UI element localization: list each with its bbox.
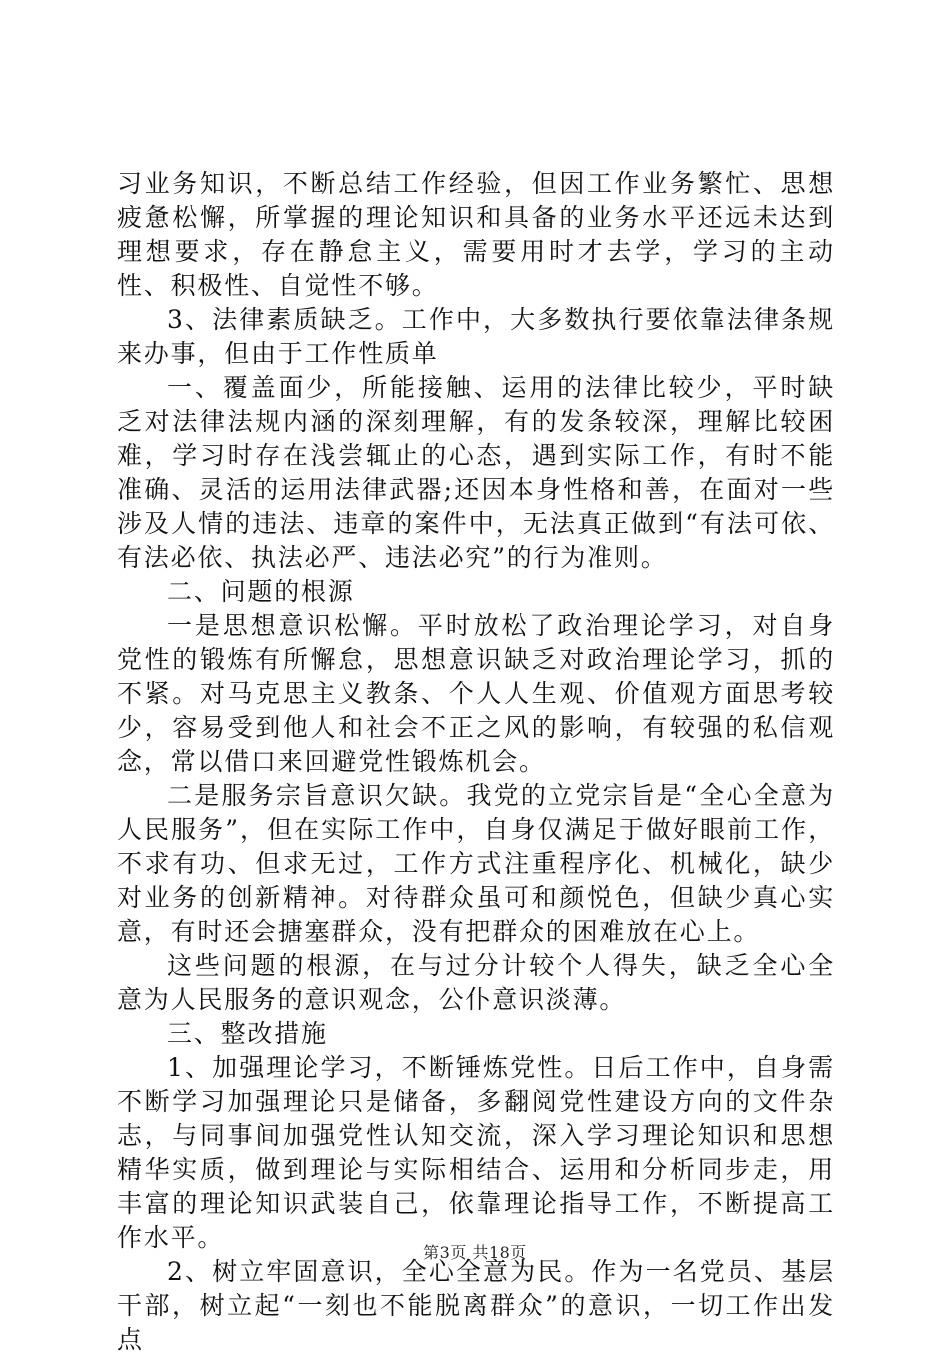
paragraph-3: 一、覆盖面少，所能接触、运用的法律比较少，平时缺乏对法律法规内涵的深刻理解，有的发条较深，理解比较困难，学习时存在浅尝辄止的心态，遇到实际工作，有时不能准确、灵活的运用法律武器;还因本身性格和善，在面对一些涉及人情的违法、违章的案件中，无法真正做到“有法可依、有法必依、执法必严、违法必究”的行为准则。 [117, 373, 835, 572]
paragraph-2: 3、法律素质缺乏。工作中，大多数执行要依靠法律条规来办事，但由于工作性质单 [117, 305, 835, 368]
paragraph-1: 习业务知识，不断总结工作经验，但因工作业务繁忙、思想疲惫松懈，所掌握的理论知识和具备的业务水平还远未达到理想要求，存在静怠主义，需要用时才去学，学习的主动性、积极性、自觉性不够。 [117, 169, 835, 300]
paragraph-9: 1、加强理论学习，不断锤炼党性。日后工作中，自身需不断学习加强理论只是储备，多翻阅党性建设方向的文件杂志，与同事间加强党性认知交流，深入学习理论知识和思想精华实质，做到理论与实际相结合、运用和分析同步走，用丰富的理论知识武装自己，依靠理论指导工作，不断提高工作水平。 [117, 1053, 835, 1252]
paragraph-10: 2、树立牢固意识，全心全意为民。作为一名党员、基层干部，树立起“一刻也不能脱离群众”的意识，一切工作出发点 [117, 1257, 835, 1354]
paragraph-6: 二是服务宗旨意识欠缺。我党的立党宗旨是“全心全意为人民服务”，但在实际工作中，自身仅满足于做好眼前工作，不求有功、但求无过，工作方式注重程序化、机械化，缺少对业务的创新精神。对待群众虽可和颜悦色，但缺少真心实意，有时还会搪塞群众，没有把群众的困难放在心上。 [117, 781, 835, 946]
page-number-footer: 第3页 共18页 [423, 1243, 527, 1262]
paragraph-5: 一是思想意识松懈。平时放松了政治理论学习，对自身党性的锻炼有所懈怠，思想意识缺乏对政治理论学习，抓的不紧。对马克思主义教条、个人人生观、价值观方面思考较少，容易受到他人和社会不正之风的影响，有较强的私信观念，常以借口来回避党性锻炼机会。 [117, 611, 835, 776]
section-heading-measures: 三、整改措施 [167, 1019, 328, 1048]
document-body [117, 167, 835, 1357]
paragraph-7: 这些问题的根源，在与过分计较个人得失，缺乏全心全意为人民服务的意识观念，公仆意识淡薄。 [117, 951, 835, 1014]
section-heading-root-causes: 二、问题的根源 [167, 577, 355, 606]
